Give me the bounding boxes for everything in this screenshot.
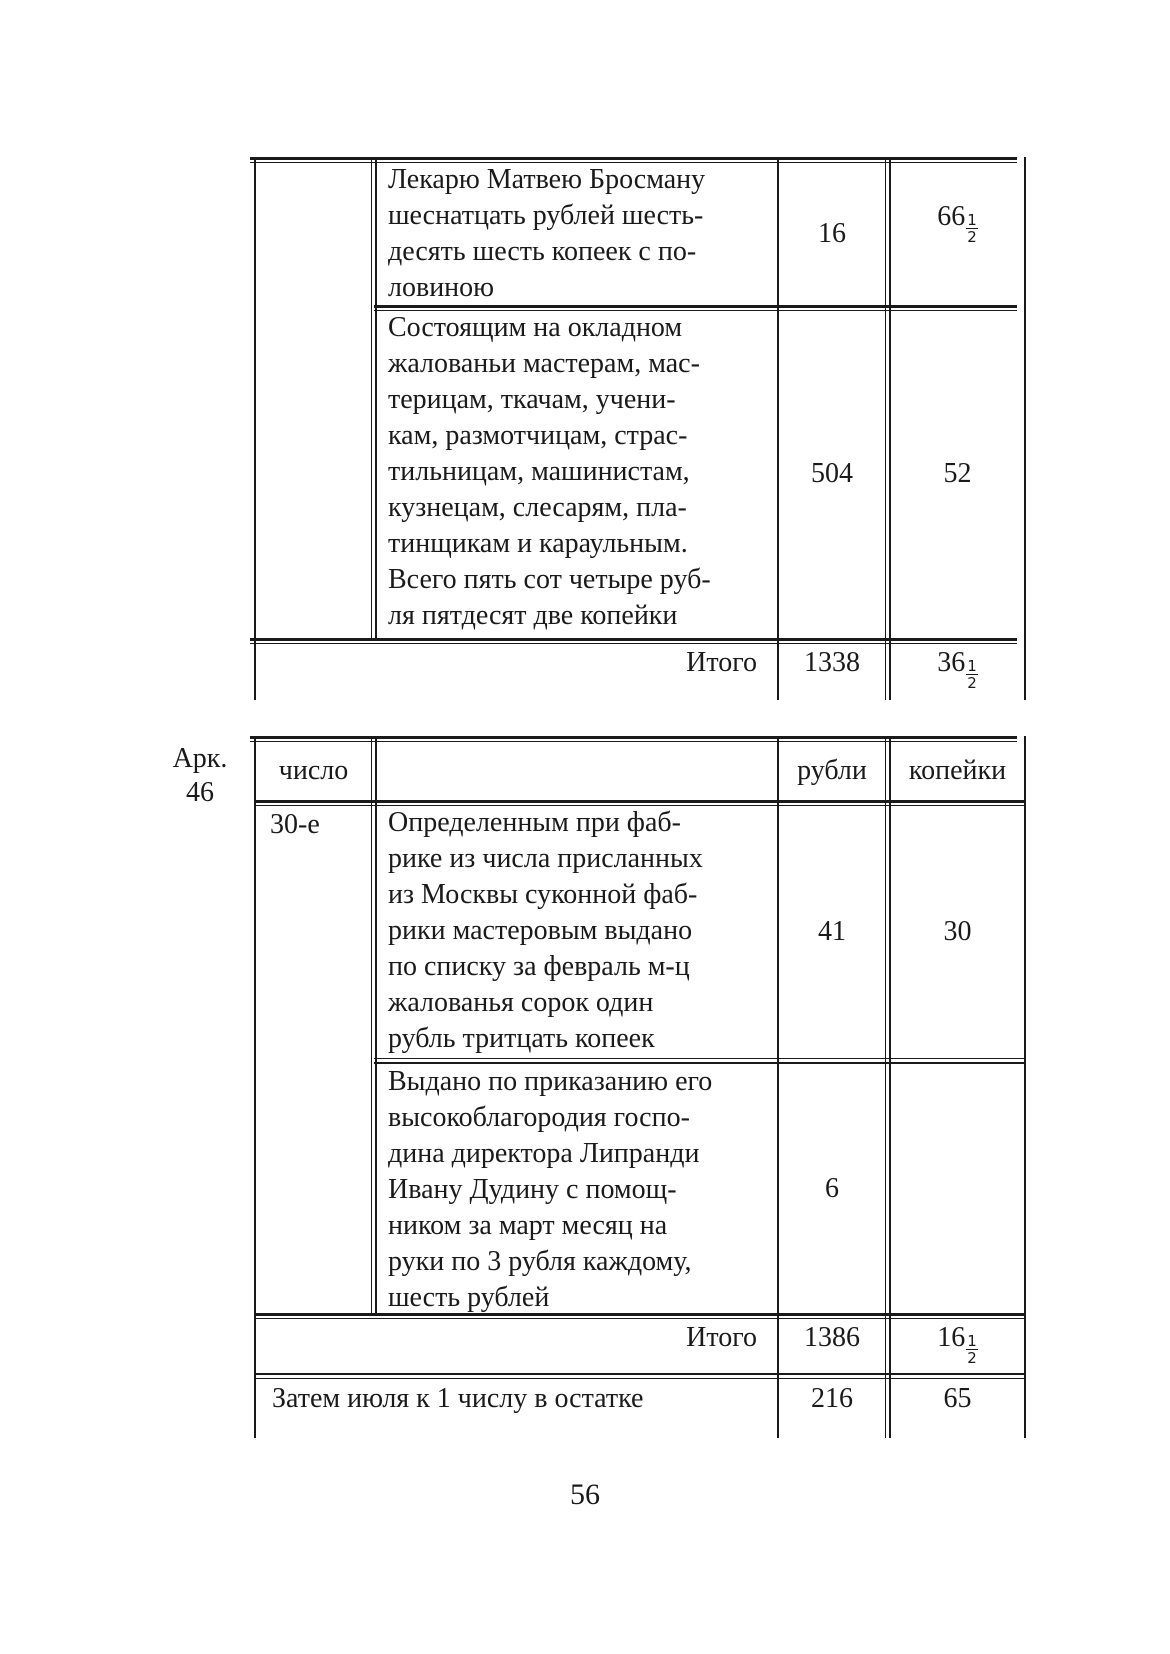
rubles-cell: 504 — [811, 458, 853, 489]
table-line — [250, 157, 1017, 160]
fraction-whole: 66 — [937, 201, 966, 232]
text-line: Всего пять сот четыре руб- — [388, 564, 711, 595]
text-line: по списку за февраль м-ц — [388, 951, 690, 982]
fraction-numerator: 1 — [967, 657, 977, 675]
rubles-cell: 41 — [818, 915, 846, 947]
kopecks-cell — [891, 1064, 1024, 1313]
text-line: ловиною — [388, 272, 495, 303]
margin-note-line: Арк. — [172, 743, 228, 774]
fraction-numerator: 1 — [967, 211, 977, 229]
fraction-whole: 36 — [937, 647, 966, 678]
table-line — [1024, 157, 1026, 700]
text-line: дина директора Липранди — [388, 1138, 700, 1169]
fraction-denominator: 2 — [967, 1349, 977, 1367]
page-number: 56 — [570, 1478, 600, 1511]
table-line — [254, 1373, 1026, 1375]
text-line: кузнецам, слесарям, пла- — [388, 492, 687, 523]
row-description — [388, 310, 763, 634]
balance-rubles: 216 — [811, 1383, 853, 1414]
total-rubles: 1338 — [804, 647, 860, 678]
text-line: тильницам, машинистам, — [388, 456, 690, 487]
total-label: Итого — [686, 647, 757, 678]
rubles-cell: 16 — [818, 217, 846, 249]
table-line — [371, 736, 372, 1313]
table-line — [885, 736, 886, 1438]
table-line — [254, 157, 256, 700]
table-line — [1024, 736, 1026, 1438]
margin-note — [160, 742, 240, 810]
table-line — [250, 736, 1017, 739]
header-description — [377, 742, 777, 800]
header-number: число — [278, 755, 349, 786]
row-description — [388, 805, 763, 1057]
table-line — [250, 638, 1017, 641]
balance-label: Затем июля к 1 числу в остатке — [272, 1383, 644, 1414]
text-line: высокоблагородия госпо- — [388, 1102, 690, 1133]
text-line: рике из числа присланных — [388, 843, 703, 874]
text-line: шесть рублей — [388, 1282, 550, 1313]
text-line: ником за март месяц на — [388, 1210, 668, 1241]
text-line: жалованьи мастерам, мас- — [388, 348, 700, 379]
table-line — [374, 1058, 1026, 1059]
table-line — [375, 157, 377, 641]
table-line — [371, 157, 372, 641]
row-description — [388, 162, 763, 306]
kopecks-cell: 52 — [943, 458, 972, 489]
total-kopecks — [891, 1318, 1024, 1368]
total-label: Итого — [686, 1322, 757, 1353]
text-line: тинщикам и караульным. — [388, 528, 688, 559]
kopecks-cell: 30 — [943, 915, 972, 947]
fraction-denominator: 2 — [967, 228, 977, 246]
total-rubles: 1386 — [804, 1322, 860, 1353]
fraction-numerator: 1 — [967, 1332, 977, 1350]
kopecks-cell — [891, 162, 1024, 282]
text-line: Ивану Дудину с помощ- — [388, 1174, 677, 1205]
text-line: из Москвы суконной фаб- — [388, 879, 698, 910]
text-line: кам, размотчицам, страс- — [388, 420, 688, 451]
text-line: Выдано по приказанию его — [388, 1066, 713, 1097]
header-rubles: рубли — [797, 755, 867, 786]
text-line: шеснатцать рублей шесть- — [388, 200, 704, 231]
fraction-value — [937, 199, 978, 245]
text-line: терицам, ткачам, учени- — [388, 384, 676, 415]
text-line: ля пятдесят две копейки — [388, 600, 678, 631]
text-line: рубль тритцать копеек — [388, 1023, 655, 1054]
date-cell: 30-е — [270, 809, 320, 840]
rubles-cell: 6 — [825, 1172, 839, 1204]
total-kopecks — [891, 643, 1024, 693]
fraction-value — [937, 1320, 978, 1366]
balance-kopecks: 65 — [943, 1383, 972, 1414]
header-kopecks: копейки — [908, 755, 1007, 786]
text-line: руки по 3 рубля каждому, — [388, 1246, 692, 1277]
text-line: Лекарю Матвею Бросману — [388, 164, 706, 195]
fraction-whole: 16 — [937, 1322, 966, 1353]
fraction-value — [937, 645, 978, 691]
margin-note-line: 46 — [186, 777, 214, 808]
fraction-denominator: 2 — [967, 674, 977, 692]
table-line — [254, 800, 1026, 803]
row-description — [388, 1064, 763, 1316]
text-line: Определенным при фаб- — [388, 807, 681, 838]
text-line: Состоящим на окладном — [388, 312, 683, 343]
text-line: рики мастеровым выдано — [388, 915, 693, 946]
table-line — [885, 157, 886, 700]
text-line: десять шесть копеек с по- — [388, 236, 697, 267]
table-line — [375, 736, 377, 1313]
text-line: жалованья сорок один — [388, 987, 654, 1018]
